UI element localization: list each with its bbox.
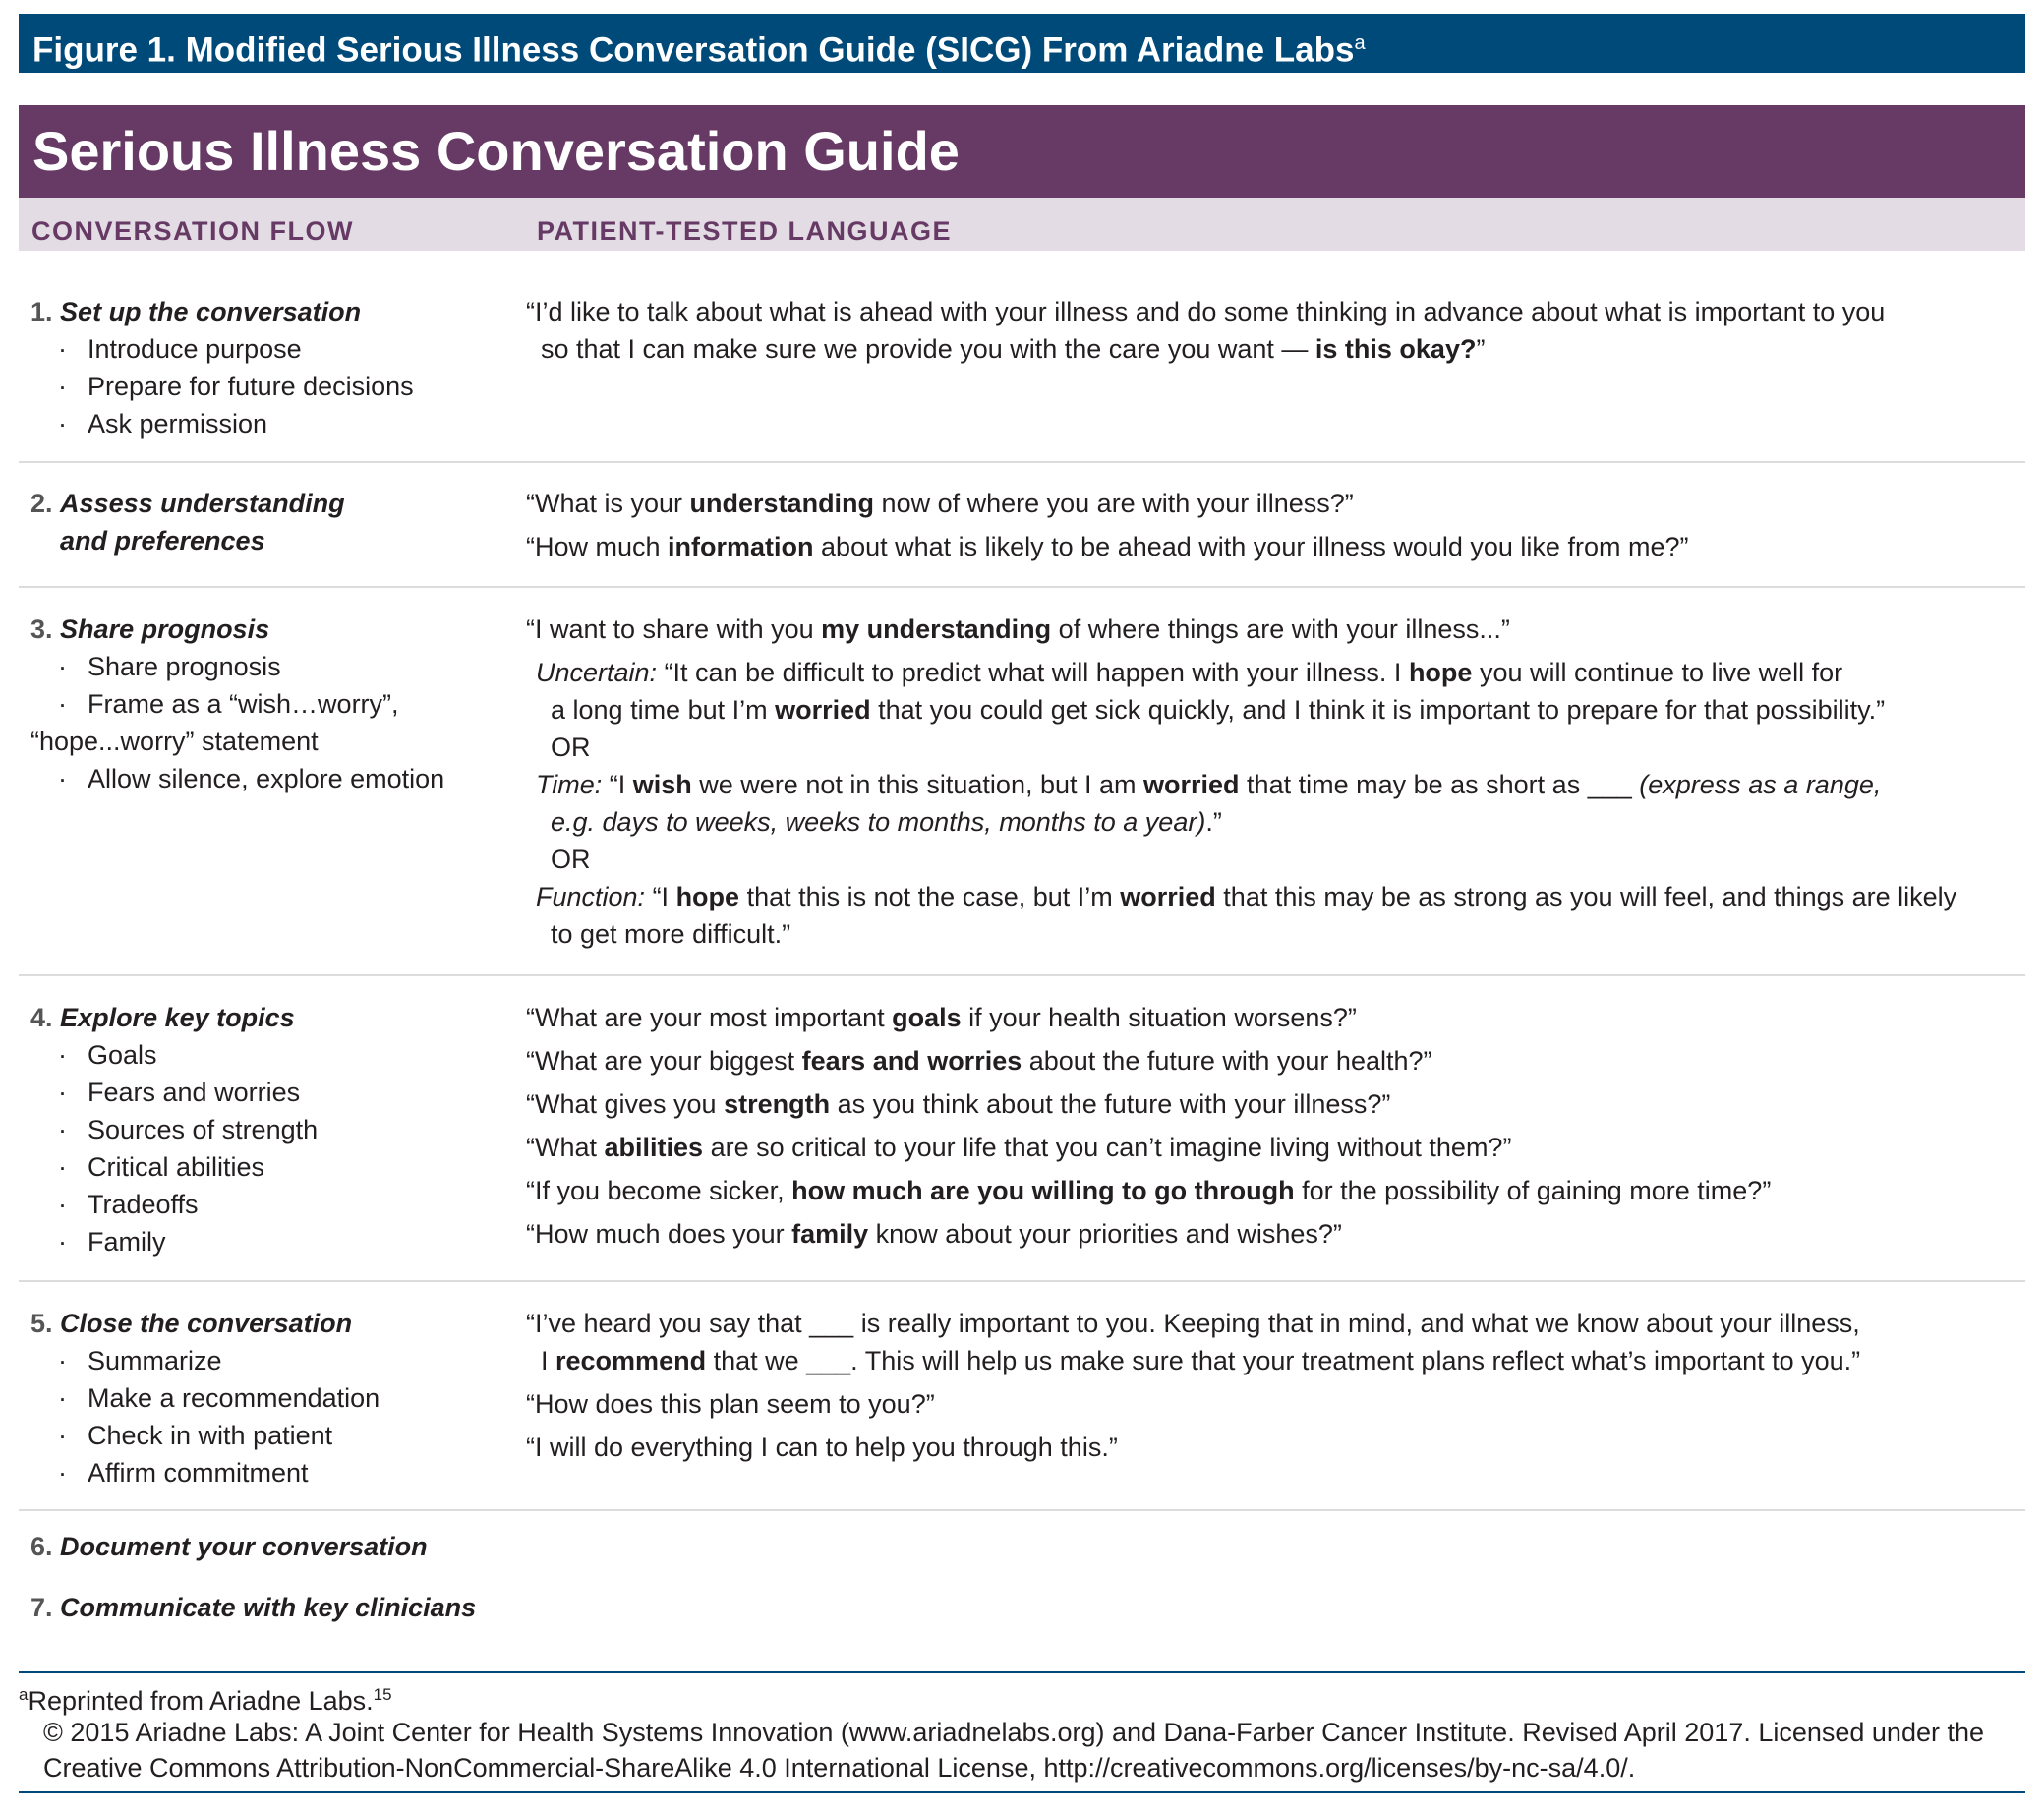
list-item: · Affirm commitment xyxy=(58,1458,309,1488)
figure-title: Figure 1. Modified Serious Illness Conversation Guide (SICG) From Ariadne Labs xyxy=(32,30,1355,70)
language-step-3 xyxy=(526,611,2020,953)
quote: “What are your biggest fears and worries about the future with your health?” xyxy=(526,1046,1432,1076)
language-step-1 xyxy=(526,293,2020,374)
language-step-2 xyxy=(526,485,2020,571)
list-item: · Critical abilities xyxy=(58,1152,265,1182)
quote: “I’d like to talk about what is ahead with your illness and do some thinking in advance about what is important to you so that I can make sure we provide you with the care you want — is this okay?” xyxy=(526,297,1886,364)
step-number: 2. xyxy=(30,489,53,518)
section-divider xyxy=(19,974,2025,976)
list-item-continued: “hope...worry” statement xyxy=(30,727,319,756)
quote: “What is your understanding now of where you are with your illness?” xyxy=(526,489,1354,518)
step-title: Assess understanding xyxy=(60,489,345,518)
uncertain-label: Uncertain: xyxy=(536,658,658,687)
quote: “What abilities are so critical to your life that you can’t imagine living without them?” xyxy=(526,1133,1512,1162)
time-label: Time: xyxy=(536,770,603,799)
quote: “If you become sicker, how much are you willing to go through for the possibility of gaining more time?” xyxy=(526,1176,1772,1205)
list-item: · Frame as a “wish…worry”, xyxy=(58,689,399,719)
quote: “I will do everything I can to help you through this.” xyxy=(526,1433,1118,1462)
section-divider xyxy=(19,461,2025,463)
figure-title-bar xyxy=(19,14,2025,73)
step-number: 6. xyxy=(30,1532,53,1561)
guide-title: Serious Illness Conversation Guide xyxy=(32,120,960,182)
step-7 xyxy=(30,1589,493,1626)
section-divider xyxy=(19,1509,2025,1511)
list-item: · Summarize xyxy=(58,1346,222,1375)
list-item: · Fears and worries xyxy=(58,1078,301,1107)
step-title: Document your conversation xyxy=(60,1532,428,1561)
list-item: · Sources of strength xyxy=(58,1115,319,1144)
function-label: Function: xyxy=(536,882,646,911)
uncertain-statement: Uncertain: “It can be difficult to predict what will happen with your illness. I hope you will continue to live well for a long time but I’m worried that you could get sick quickly, and I think it is important to prepare for that possibility.” OR xyxy=(526,654,2020,766)
step-6 xyxy=(30,1528,493,1565)
step-number: 5. xyxy=(30,1309,53,1338)
step-number: 3. xyxy=(30,614,53,644)
or-separator: OR xyxy=(551,732,591,762)
guide-title-bar xyxy=(19,105,2025,198)
quote: “How much information about what is likely to be ahead with your illness would you like from me?” xyxy=(526,532,1689,561)
column-header-language: PATIENT-TESTED LANGUAGE xyxy=(537,216,953,246)
time-statement: Time: “I wish we were not in this situation, but I am worried that time may be as short as ___ (express as a range, e.g. days to weeks, weeks to months, months to a year).” OR xyxy=(526,766,2020,878)
column-header-row xyxy=(19,198,2025,251)
language-step-4 xyxy=(526,999,2020,1258)
quote: “What gives you strength as you think about the future with your illness?” xyxy=(526,1089,1391,1119)
quote: “What are your most important goals if your health situation worsens?” xyxy=(526,1003,1357,1032)
step-title-continued: and preferences xyxy=(60,526,265,556)
license-text: © 2015 Ariadne Labs: A Joint Center for Health Systems Innovation (www.ariadnelabs.org) and Dana-Farber Cancer Institute. Revised April 2017. Licensed under the Creative Commons Attribution-NonCommercial-ShareAlike 4.0 International License, http://creativecommons.org/licenses/by-nc-sa/4.0/. xyxy=(43,1718,1985,1783)
step-title: Communicate with key clinicians xyxy=(60,1593,477,1622)
figure-title-superscript: a xyxy=(1354,32,1366,54)
step-title: Share prognosis xyxy=(60,614,270,644)
quote: “How does this plan seem to you?” xyxy=(526,1389,935,1419)
quote: “How much does your family know about your priorities and wishes?” xyxy=(526,1219,1342,1249)
step-number: 7. xyxy=(30,1593,53,1622)
language-step-5 xyxy=(526,1305,2020,1472)
list-item: · Allow silence, explore emotion xyxy=(58,764,445,793)
section-divider xyxy=(19,586,2025,588)
list-item: · Share prognosis xyxy=(58,652,281,681)
footnote: $^a$Reprinted from Ariadne Labs.$^{15}$ xyxy=(19,1685,392,1716)
step-2 xyxy=(30,485,493,559)
footer-rule xyxy=(19,1671,2025,1673)
quote: “I’ve heard you say that ___ is really important to you. Keeping that in mind, and what we know about your illness, I recommend that we ___. This will help us make sure that your treatment plans reflect what’s important to you.” xyxy=(526,1309,1861,1375)
step-title: Set up the conversation xyxy=(60,297,362,326)
footer-rule-bottom xyxy=(19,1791,2025,1793)
step-5 xyxy=(30,1305,493,1491)
step-1 xyxy=(30,293,493,442)
list-item: · Prepare for future decisions xyxy=(58,372,414,401)
section-divider xyxy=(19,1280,2025,1282)
list-item: · Ask permission xyxy=(58,409,268,439)
step-title: Close the conversation xyxy=(60,1309,353,1338)
step-number: 1. xyxy=(30,297,53,326)
list-item: · Check in with patient xyxy=(58,1421,333,1450)
list-item: · Introduce purpose xyxy=(58,334,302,364)
function-statement: Function: “I hope that this is not the case, but I’m worried that this may be as strong as you will feel, and things are likely to get more difficult.” xyxy=(536,882,1957,949)
step-4 xyxy=(30,999,493,1260)
list-item: · Tradeoffs xyxy=(58,1190,199,1219)
list-item: · Make a recommendation xyxy=(58,1383,380,1413)
step-title: Explore key topics xyxy=(60,1003,295,1032)
column-header-flow: CONVERSATION FLOW xyxy=(31,216,354,246)
step-3 xyxy=(30,611,493,797)
quote: “I want to share with you my understanding of where things are with your illness...” xyxy=(526,614,1510,644)
or-separator: OR xyxy=(551,845,591,874)
list-item: · Family xyxy=(58,1227,166,1257)
step-number: 4. xyxy=(30,1003,53,1032)
list-item: · Goals xyxy=(58,1040,157,1070)
